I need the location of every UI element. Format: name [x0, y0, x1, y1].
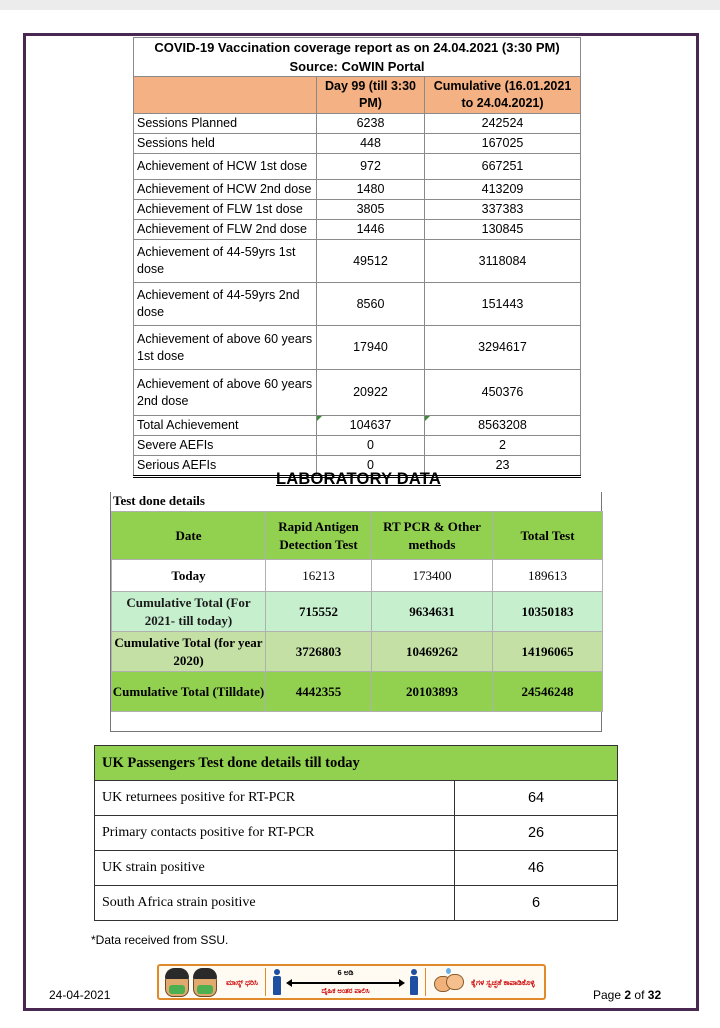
- table-row: [134, 114, 581, 134]
- lab-row-label: Cumulative Total (for year 2020): [112, 632, 266, 672]
- row-day: 49512: [317, 240, 425, 283]
- lab-row-label: Today: [112, 560, 266, 592]
- lab-row-label: Cumulative Total (For 2021- till today): [112, 592, 266, 632]
- uk-heading: UK Passengers Test done details till today: [95, 746, 618, 781]
- uk-row-value: 46: [455, 851, 618, 886]
- table-row: [95, 851, 618, 886]
- table-row: [95, 816, 618, 851]
- row-cum: 337383: [425, 200, 581, 220]
- row-label: Sessions Planned: [134, 114, 317, 134]
- person-icon: [409, 969, 419, 995]
- row-day: 20922: [317, 370, 425, 416]
- lab-row-label: Cumulative Total (Tilldate): [112, 672, 266, 712]
- row-cum: 167025: [425, 134, 581, 154]
- table-row: [134, 180, 581, 200]
- table-row: [134, 370, 581, 416]
- table-row: [95, 781, 618, 816]
- row-day: 17940: [317, 326, 425, 370]
- row-cum: 667251: [425, 154, 581, 180]
- row-label: Achievement of FLW 1st dose: [134, 200, 317, 220]
- lab-row-total: 189613: [493, 560, 603, 592]
- footer-date: 24-04-2021: [49, 988, 111, 1002]
- lab-row-total: 14196065: [493, 632, 603, 672]
- vaccination-table: [133, 37, 581, 478]
- uk-row-value: 6: [455, 886, 618, 921]
- hand-wash-icon: [432, 968, 468, 996]
- row-label: Severe AEFIs: [134, 436, 317, 456]
- header-cumulative: Cumulative (16.01.2021 to 24.04.2021): [425, 77, 581, 114]
- vaccination-title: COVID-19 Vaccination coverage report as on 24.04.2021 (3:30 PM): [134, 38, 581, 58]
- lab-header-date: Date: [112, 512, 266, 560]
- covid-appropriate-behaviour-banner: [157, 964, 546, 1000]
- uk-row-value: 64: [455, 781, 618, 816]
- banner-divider: [425, 968, 426, 996]
- lab-row-rtpcr: 173400: [372, 560, 493, 592]
- lab-row-rtpcr: 9634631: [372, 592, 493, 632]
- table-row: [134, 134, 581, 154]
- lab-header-rapid: Rapid Antigen Detection Test: [266, 512, 372, 560]
- table-row: [112, 672, 603, 712]
- header-blank: [134, 77, 317, 114]
- table-row: [112, 632, 603, 672]
- lab-heading: LABORATORY DATA: [276, 470, 441, 488]
- table-row: [134, 436, 581, 456]
- table-row: [134, 326, 581, 370]
- uk-row-label: Primary contacts positive for RT-PCR: [95, 816, 455, 851]
- lab-table: [111, 511, 603, 712]
- lab-row-rapid: 4442355: [266, 672, 372, 712]
- uk-row-label: UK returnees positive for RT-PCR: [95, 781, 455, 816]
- row-label: Total Achievement: [134, 416, 317, 436]
- lab-row-total: 24546248: [493, 672, 603, 712]
- row-day: 1480: [317, 180, 425, 200]
- row-label: Serious AEFIs: [134, 456, 317, 477]
- row-label: Achievement of HCW 1st dose: [134, 154, 317, 180]
- row-cum: 2: [425, 436, 581, 456]
- row-label: Achievement of HCW 2nd dose: [134, 180, 317, 200]
- row-label: Achievement of 44-59yrs 1st dose: [134, 240, 317, 283]
- row-day: 8560: [317, 283, 425, 326]
- row-day: 3805: [317, 200, 425, 220]
- row-cum: 450376: [425, 370, 581, 416]
- uk-row-value: 26: [455, 816, 618, 851]
- lab-row-total: 10350183: [493, 592, 603, 632]
- row-label: Achievement of above 60 years 2nd dose: [134, 370, 317, 416]
- page-current: 2: [624, 988, 632, 1002]
- table-row: [112, 560, 603, 592]
- lab-row-rtpcr: 20103893: [372, 672, 493, 712]
- row-cum: 130845: [425, 220, 581, 240]
- table-row: [134, 416, 581, 436]
- page-prefix: Page: [593, 988, 622, 1002]
- row-label: Sessions held: [134, 134, 317, 154]
- page-of: of: [634, 988, 645, 1002]
- double-arrow-icon: [286, 979, 405, 987]
- distance-bottom-text: ದೈಹಿಕ ಅಂತರ ಪಾಲಿಸಿ: [321, 988, 370, 995]
- masked-faces-icon: [165, 966, 225, 998]
- lab-header-rtpcr: RT PCR & Other methods: [372, 512, 493, 560]
- table-row: [134, 220, 581, 240]
- table-row: [134, 240, 581, 283]
- row-cum: 413209: [425, 180, 581, 200]
- row-label: Achievement of FLW 2nd dose: [134, 220, 317, 240]
- person-icon: [272, 969, 282, 995]
- mask-text: ಮಾಸ್ಕ್ ಧರಿಸಿ: [226, 977, 258, 987]
- wash-text: ಕೈಗಳ ಸ್ವಚ್ಛತೆ ಕಾಪಾಡಿಕೊಳ್ಳಿ: [471, 977, 535, 987]
- top-bar: [0, 0, 720, 10]
- lab-row-rapid: 715552: [266, 592, 372, 632]
- uk-passengers-table: [94, 745, 618, 921]
- vaccination-source: Source: CoWIN Portal: [134, 57, 581, 77]
- row-cum: 3294617: [425, 326, 581, 370]
- row-label: Achievement of above 60 years 1st dose: [134, 326, 317, 370]
- row-day: 0: [317, 436, 425, 456]
- banner-divider: [265, 968, 266, 996]
- row-cum: 3118084: [425, 240, 581, 283]
- lab-row-rapid: 3726803: [266, 632, 372, 672]
- distance-top-text: 6 ಅಡಿ: [337, 968, 354, 977]
- header-day: Day 99 (till 3:30 PM): [317, 77, 425, 114]
- row-cum: 242524: [425, 114, 581, 134]
- row-day: 6238: [317, 114, 425, 134]
- row-label: Achievement of 44-59yrs 2nd dose: [134, 283, 317, 326]
- row-day: 104637: [317, 416, 425, 436]
- table-row: [134, 154, 581, 180]
- uk-row-label: UK strain positive: [95, 851, 455, 886]
- uk-row-label: South Africa strain positive: [95, 886, 455, 921]
- page-number: [593, 988, 661, 1002]
- row-day: 972: [317, 154, 425, 180]
- lab-caption: Test done details: [113, 493, 205, 508]
- distance-indicator: [282, 966, 409, 998]
- row-day: 448: [317, 134, 425, 154]
- table-row: [134, 200, 581, 220]
- lab-row-rapid: 16213: [266, 560, 372, 592]
- page-total: 32: [647, 988, 662, 1002]
- row-cum: 8563208: [425, 416, 581, 436]
- row-cum: 151443: [425, 283, 581, 326]
- lab-header-total: Total Test: [493, 512, 603, 560]
- row-cum: 23: [425, 456, 581, 477]
- footnote: *Data received from SSU.: [91, 933, 229, 947]
- table-row: [95, 886, 618, 921]
- row-day: 1446: [317, 220, 425, 240]
- row-day: 0: [317, 456, 425, 477]
- table-row: [112, 592, 603, 632]
- lab-row-rtpcr: 10469262: [372, 632, 493, 672]
- table-row: [134, 283, 581, 326]
